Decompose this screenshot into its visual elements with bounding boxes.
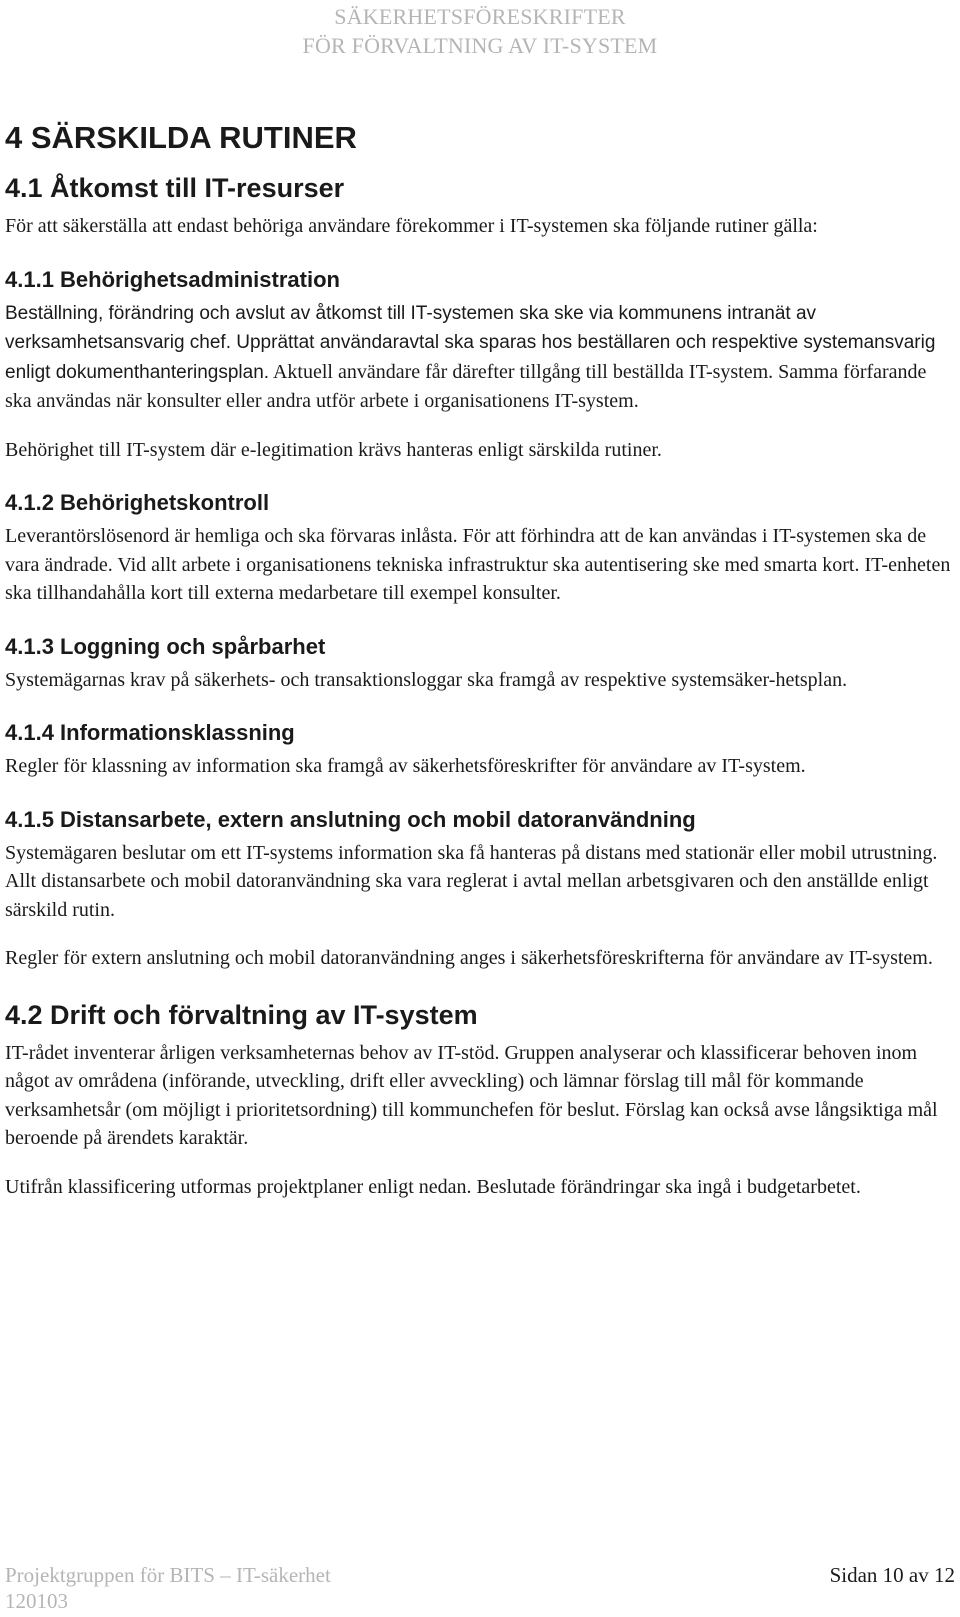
section-4-1-4-title: 4.1.4 Informationsklassning xyxy=(5,720,295,745)
section-4-1-3-paragraph: Systemägarnas krav på säkerhets- och transaktionsloggar ska framgå av respektive systemsäker-hetsplan. xyxy=(5,668,848,691)
section-4-1-intro: För att säkerställa att endast behöriga användare förekommer i IT-systemen ska följande rutiner gälla: xyxy=(5,215,818,237)
section-4-2-paragraph-1: IT-rådet inventerar årligen verksamheternas behov av IT-stöd. Gruppen analyserar och klassificerar behoven inom något av områdena (införande, utveckling, drift eller avveckling) och lämnar förslag till mål för kommande verksamhetsår (om möjligt i prioritetsordning) till kommunchefen för beslut. Förslag kan också avse långsiktiga mål beroende på ärendets karaktär. xyxy=(5,1041,938,1149)
section-4-1-5-paragraph-2: Regler för extern anslutning och mobil datoranvändning anges i säkerhetsföreskrifterna för användare av IT-system. xyxy=(5,947,933,969)
section-4-1-5-paragraph-1: Systemägaren beslutar om ett IT-systems information ska få hanteras på distans med stationär eller mobil utrustning. Allt distansarbete och mobil datoranvändning ska vara reglerat i avtal mellan arbetsgivaren och den anställde enligt särskild rutin. xyxy=(5,841,938,921)
footer-date: 120103 xyxy=(5,1589,68,1613)
section-4-1-4-paragraph: Regler för klassning av information ska framgå av säkerhetsföreskrifter för användare av IT-system. xyxy=(5,755,806,777)
section-4-1-1-sans-text: Beställning, förändring och avslut av åtkomst till IT-systemen ska ske via kommunens intranät av verksamhetsansvarig chef. Upprättat användaravtal ska sparas hos beställaren och respektive systemansvarig enligt dokumenthanteringsplan. xyxy=(5,302,936,383)
section-4-1-title: 4.1 Åtkomst till IT-resurser xyxy=(5,173,345,203)
chapter-title: 4 SÄRSKILDA RUTINER xyxy=(5,120,357,155)
section-4-1-3-title: 4.1.3 Loggning och spårbarhet xyxy=(5,633,326,659)
page-header xyxy=(0,2,960,60)
section-4-2-title: 4.2 Drift och förvaltning av IT-system xyxy=(5,999,478,1030)
page-footer xyxy=(5,1562,955,1614)
page-number: Sidan 10 av 12 xyxy=(829,1563,955,1587)
document-body xyxy=(5,118,955,1201)
section-4-1-1-title: 4.1.1 Behörighetsadministration xyxy=(5,266,340,292)
section-4-1-1-serif-text: Aktuell användare får därefter tillgång till beställda IT-system. Samma förfarande ska användas när konsulter eller andra utför arbete i organisationens IT-system. xyxy=(5,360,927,412)
header-line-1: SÄKERHETSFÖRESKRIFTER xyxy=(334,4,626,29)
section-4-1-2-paragraph: Leverantörslösenord är hemliga och ska förvaras inlåsta. För att förhindra att de kan användas i IT-systemen ska de vara ändrade. Vid allt arbete i organisationens tekniska infrastruktur ska autentisering ske med smarta kort. IT-enheten ska tillhandahålla kort till externa medarbetare till exempel konsulter. xyxy=(5,525,951,604)
section-4-1-5-title: 4.1.5 Distansarbete, extern anslutning och mobil datoranvändning xyxy=(5,806,696,832)
section-4-2-paragraph-2: Utifrån klassificering utformas projektplaner enligt nedan. Beslutade förändringar ska ingå i budgetarbetet. xyxy=(5,1175,861,1198)
section-4-1-2-title: 4.1.2 Behörighetskontroll xyxy=(5,490,270,515)
section-4-1-1-paragraph-2: Behörighet till IT-system där e-legitimation krävs hanteras enligt särskilda rutiner. xyxy=(5,438,662,461)
footer-author: Projektgruppen för BITS – IT-säkerhet xyxy=(5,1563,331,1587)
section-4-1-1-paragraph-1 xyxy=(5,299,955,416)
header-line-2: FÖR FÖRVALTNING AV IT-SYSTEM xyxy=(302,33,658,58)
